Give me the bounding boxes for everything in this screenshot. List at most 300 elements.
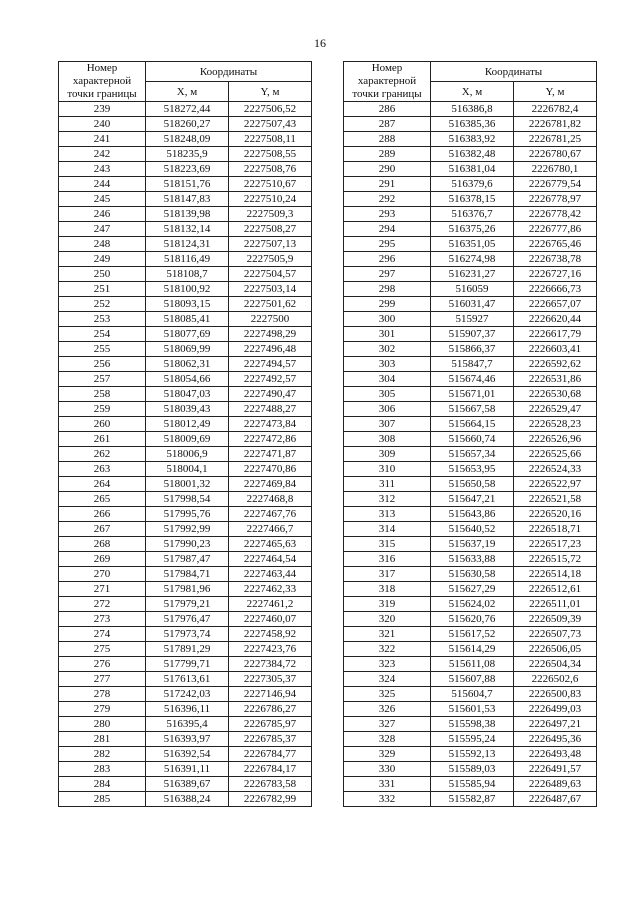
table-row: [59, 147, 312, 162]
point-number-cell: 304: [344, 372, 431, 387]
y-coordinate-cell: 2227473,84: [229, 417, 312, 432]
table-row: [59, 267, 312, 282]
y-coordinate-cell: 2226506,05: [514, 642, 597, 657]
table-row: [344, 417, 597, 432]
point-number-cell: 307: [344, 417, 431, 432]
y-coordinate-cell: 2226780,1: [514, 162, 597, 177]
x-coordinate-cell: 518139,98: [146, 207, 229, 222]
y-coordinate-cell: 2227468,8: [229, 492, 312, 507]
y-coordinate-cell: 2226530,68: [514, 387, 597, 402]
table-row: [59, 207, 312, 222]
x-coordinate-cell: 515866,37: [431, 342, 514, 357]
y-coordinate-cell: 2226784,77: [229, 747, 312, 762]
point-number-cell: 262: [59, 447, 146, 462]
point-number-cell: 293: [344, 207, 431, 222]
y-coordinate-cell: 2227466,7: [229, 522, 312, 537]
y-coordinate-cell: 2226525,66: [514, 447, 597, 462]
y-coordinate-cell: 2226531,86: [514, 372, 597, 387]
table-row: [59, 687, 312, 702]
table-row: [344, 147, 597, 162]
y-coordinate-cell: 2227496,48: [229, 342, 312, 357]
table-row: [344, 777, 597, 792]
point-number-cell: 299: [344, 297, 431, 312]
x-coordinate-cell: 515598,38: [431, 717, 514, 732]
y-coordinate-cell: 2226781,82: [514, 117, 597, 132]
y-coordinate-cell: 2227507,13: [229, 237, 312, 252]
table-row: [59, 492, 312, 507]
table-row: [59, 327, 312, 342]
x-coordinate-cell: 517242,03: [146, 687, 229, 702]
table-row: [59, 357, 312, 372]
y-coordinate-cell: 2226520,16: [514, 507, 597, 522]
x-coordinate-cell: 515592,13: [431, 747, 514, 762]
y-coordinate-cell: 2226502,6: [514, 672, 597, 687]
point-number-cell: 244: [59, 177, 146, 192]
table-row: [344, 447, 597, 462]
point-number-cell: 266: [59, 507, 146, 522]
table-row: [59, 222, 312, 237]
table-row: [344, 552, 597, 567]
x-coordinate-cell: 516059: [431, 282, 514, 297]
point-number-cell: 267: [59, 522, 146, 537]
table-row: [59, 732, 312, 747]
y-coordinate-cell: 2226782,4: [514, 102, 597, 117]
point-number-cell: 321: [344, 627, 431, 642]
table-row: [344, 687, 597, 702]
point-number-cell: 311: [344, 477, 431, 492]
point-number-cell: 327: [344, 717, 431, 732]
y-coordinate-cell: 2227505,9: [229, 252, 312, 267]
y-coordinate-cell: 2226524,33: [514, 462, 597, 477]
point-number-cell: 275: [59, 642, 146, 657]
y-coordinate-cell: 2226782,99: [229, 792, 312, 807]
table-row: [344, 387, 597, 402]
point-number-cell: 263: [59, 462, 146, 477]
x-coordinate-cell: 518093,15: [146, 297, 229, 312]
x-coordinate-cell: 516375,26: [431, 222, 514, 237]
x-coordinate-cell: 515617,52: [431, 627, 514, 642]
x-coordinate-cell: 517992,99: [146, 522, 229, 537]
table-row: [344, 567, 597, 582]
y-coordinate-cell: 2226603,41: [514, 342, 597, 357]
x-coordinate-cell: 516274,98: [431, 252, 514, 267]
header-point-number: Номер характерной точки границы: [344, 62, 431, 102]
table-row: [344, 732, 597, 747]
x-coordinate-cell: 515847,7: [431, 357, 514, 372]
point-number-cell: 332: [344, 792, 431, 807]
table-row: [59, 477, 312, 492]
x-coordinate-cell: 515614,29: [431, 642, 514, 657]
table-row: [344, 177, 597, 192]
table-row: [59, 282, 312, 297]
point-number-cell: 329: [344, 747, 431, 762]
y-coordinate-cell: 2227384,72: [229, 657, 312, 672]
point-number-cell: 317: [344, 567, 431, 582]
table-row: [344, 507, 597, 522]
y-coordinate-cell: 2226786,27: [229, 702, 312, 717]
table-row: [344, 462, 597, 477]
x-coordinate-cell: 515624,02: [431, 597, 514, 612]
point-number-cell: 322: [344, 642, 431, 657]
point-number-cell: 276: [59, 657, 146, 672]
header-point-number: Номер характерной точки границы: [59, 62, 146, 102]
table-row: [344, 297, 597, 312]
point-number-cell: 326: [344, 702, 431, 717]
table-row: [344, 432, 597, 447]
point-number-cell: 281: [59, 732, 146, 747]
x-coordinate-cell: 515643,86: [431, 507, 514, 522]
y-coordinate-cell: 2227508,76: [229, 162, 312, 177]
table-row: [59, 672, 312, 687]
x-coordinate-cell: 518069,99: [146, 342, 229, 357]
point-number-cell: 285: [59, 792, 146, 807]
table-row: [344, 312, 597, 327]
y-coordinate-cell: 2226521,58: [514, 492, 597, 507]
y-coordinate-cell: 2227500: [229, 312, 312, 327]
point-number-cell: 243: [59, 162, 146, 177]
point-number-cell: 253: [59, 312, 146, 327]
y-coordinate-cell: 2226617,79: [514, 327, 597, 342]
x-coordinate-cell: 517799,71: [146, 657, 229, 672]
y-coordinate-cell: 2226778,97: [514, 192, 597, 207]
x-coordinate-cell: 515630,58: [431, 567, 514, 582]
point-number-cell: 270: [59, 567, 146, 582]
y-coordinate-cell: 2227508,55: [229, 147, 312, 162]
y-coordinate-cell: 2227463,44: [229, 567, 312, 582]
x-coordinate-cell: 516231,27: [431, 267, 514, 282]
point-number-cell: 315: [344, 537, 431, 552]
table-row: [344, 597, 597, 612]
y-coordinate-cell: 2226495,36: [514, 732, 597, 747]
x-coordinate-cell: 518260,27: [146, 117, 229, 132]
point-number-cell: 305: [344, 387, 431, 402]
y-coordinate-cell: 2227501,62: [229, 297, 312, 312]
y-coordinate-cell: 2227508,27: [229, 222, 312, 237]
y-coordinate-cell: 2227498,29: [229, 327, 312, 342]
y-coordinate-cell: 2227510,67: [229, 177, 312, 192]
x-coordinate-cell: 516385,36: [431, 117, 514, 132]
point-number-cell: 294: [344, 222, 431, 237]
point-number-cell: 255: [59, 342, 146, 357]
y-coordinate-cell: 2226528,23: [514, 417, 597, 432]
point-number-cell: 320: [344, 612, 431, 627]
table-row: [59, 642, 312, 657]
x-coordinate-cell: 515640,52: [431, 522, 514, 537]
table-row: [344, 342, 597, 357]
point-number-cell: 248: [59, 237, 146, 252]
point-number-cell: 269: [59, 552, 146, 567]
x-coordinate-cell: 518132,14: [146, 222, 229, 237]
x-coordinate-cell: 517990,23: [146, 537, 229, 552]
point-number-cell: 247: [59, 222, 146, 237]
point-number-cell: 278: [59, 687, 146, 702]
point-number-cell: 258: [59, 387, 146, 402]
y-coordinate-cell: 2226511,01: [514, 597, 597, 612]
table-row: [59, 522, 312, 537]
x-coordinate-cell: 516379,6: [431, 177, 514, 192]
point-number-cell: 290: [344, 162, 431, 177]
header-y: Y, м: [229, 82, 312, 102]
y-coordinate-cell: 2227490,47: [229, 387, 312, 402]
y-coordinate-cell: 2226504,34: [514, 657, 597, 672]
table-row: [344, 237, 597, 252]
x-coordinate-cell: 517979,21: [146, 597, 229, 612]
point-number-cell: 250: [59, 267, 146, 282]
x-coordinate-cell: 516351,05: [431, 237, 514, 252]
point-number-cell: 309: [344, 447, 431, 462]
x-coordinate-cell: 518248,09: [146, 132, 229, 147]
y-coordinate-cell: 2226515,72: [514, 552, 597, 567]
table-row: [344, 267, 597, 282]
y-coordinate-cell: 2226487,67: [514, 792, 597, 807]
table-row: [344, 672, 597, 687]
point-number-cell: 297: [344, 267, 431, 282]
point-number-cell: 260: [59, 417, 146, 432]
table-row: [344, 537, 597, 552]
y-coordinate-cell: 2227472,86: [229, 432, 312, 447]
y-coordinate-cell: 2226507,73: [514, 627, 597, 642]
table-row: [59, 177, 312, 192]
point-number-cell: 273: [59, 612, 146, 627]
x-coordinate-cell: 518077,69: [146, 327, 229, 342]
point-number-cell: 301: [344, 327, 431, 342]
x-coordinate-cell: 515647,21: [431, 492, 514, 507]
y-coordinate-cell: 2226512,61: [514, 582, 597, 597]
table-row: [344, 657, 597, 672]
table-row: [59, 657, 312, 672]
table-row: [59, 777, 312, 792]
x-coordinate-cell: 517998,54: [146, 492, 229, 507]
table-row: [59, 552, 312, 567]
point-number-cell: 261: [59, 432, 146, 447]
y-coordinate-cell: 2226785,37: [229, 732, 312, 747]
table-body: [59, 102, 312, 807]
table-row: [59, 597, 312, 612]
y-coordinate-cell: 2226526,96: [514, 432, 597, 447]
point-number-cell: 295: [344, 237, 431, 252]
x-coordinate-cell: 515601,53: [431, 702, 514, 717]
x-coordinate-cell: 515674,46: [431, 372, 514, 387]
y-coordinate-cell: 2227423,76: [229, 642, 312, 657]
point-number-cell: 259: [59, 402, 146, 417]
y-coordinate-cell: 2226491,57: [514, 762, 597, 777]
table-row: [59, 462, 312, 477]
x-coordinate-cell: 516395,4: [146, 717, 229, 732]
table-row: [344, 582, 597, 597]
x-coordinate-cell: 516392,54: [146, 747, 229, 762]
x-coordinate-cell: 515589,03: [431, 762, 514, 777]
y-coordinate-cell: 2226517,23: [514, 537, 597, 552]
x-coordinate-cell: 516381,04: [431, 162, 514, 177]
point-number-cell: 313: [344, 507, 431, 522]
point-number-cell: 246: [59, 207, 146, 222]
y-coordinate-cell: 2226497,21: [514, 717, 597, 732]
point-number-cell: 249: [59, 252, 146, 267]
header-y: Y, м: [514, 82, 597, 102]
x-coordinate-cell: 516389,67: [146, 777, 229, 792]
point-number-cell: 286: [344, 102, 431, 117]
point-number-cell: 268: [59, 537, 146, 552]
y-coordinate-cell: 2226780,67: [514, 147, 597, 162]
y-coordinate-cell: 2227506,52: [229, 102, 312, 117]
x-coordinate-cell: 515627,29: [431, 582, 514, 597]
table-row: [59, 702, 312, 717]
x-coordinate-cell: 518004,1: [146, 462, 229, 477]
point-number-cell: 302: [344, 342, 431, 357]
x-coordinate-cell: 516378,15: [431, 192, 514, 207]
table-row: [344, 252, 597, 267]
point-number-cell: 310: [344, 462, 431, 477]
table-row: [59, 537, 312, 552]
table-row: [344, 477, 597, 492]
y-coordinate-cell: 2226777,86: [514, 222, 597, 237]
table-row: [344, 762, 597, 777]
table-row: [344, 372, 597, 387]
table-row: [344, 117, 597, 132]
y-coordinate-cell: 2226514,18: [514, 567, 597, 582]
y-coordinate-cell: 2226784,17: [229, 762, 312, 777]
table-row: [59, 747, 312, 762]
x-coordinate-cell: 518054,66: [146, 372, 229, 387]
table-row: [59, 132, 312, 147]
table-row: [344, 192, 597, 207]
point-number-cell: 251: [59, 282, 146, 297]
y-coordinate-cell: 2227458,92: [229, 627, 312, 642]
x-coordinate-cell: 515664,15: [431, 417, 514, 432]
y-coordinate-cell: 2227509,3: [229, 207, 312, 222]
y-coordinate-cell: 2226738,78: [514, 252, 597, 267]
point-number-cell: 325: [344, 687, 431, 702]
point-number-cell: 318: [344, 582, 431, 597]
x-coordinate-cell: 518223,69: [146, 162, 229, 177]
y-coordinate-cell: 2226779,54: [514, 177, 597, 192]
x-coordinate-cell: 515585,94: [431, 777, 514, 792]
x-coordinate-cell: 517973,74: [146, 627, 229, 642]
y-coordinate-cell: 2226785,97: [229, 717, 312, 732]
table-row: [59, 432, 312, 447]
table-row: [344, 627, 597, 642]
table-row: [344, 612, 597, 627]
coordinates-table-right: [343, 61, 597, 807]
point-number-cell: 283: [59, 762, 146, 777]
x-coordinate-cell: 518116,49: [146, 252, 229, 267]
x-coordinate-cell: 516391,11: [146, 762, 229, 777]
point-number-cell: 242: [59, 147, 146, 162]
table-row: [59, 507, 312, 522]
x-coordinate-cell: 516031,47: [431, 297, 514, 312]
x-coordinate-cell: 516388,24: [146, 792, 229, 807]
table-row: [344, 702, 597, 717]
x-coordinate-cell: 518100,92: [146, 282, 229, 297]
table-row: [344, 717, 597, 732]
table-row: [59, 612, 312, 627]
y-coordinate-cell: 2227507,43: [229, 117, 312, 132]
table-row: [59, 342, 312, 357]
x-coordinate-cell: 515620,76: [431, 612, 514, 627]
point-number-cell: 274: [59, 627, 146, 642]
table-row: [59, 582, 312, 597]
y-coordinate-cell: 2226500,83: [514, 687, 597, 702]
y-coordinate-cell: 2227504,57: [229, 267, 312, 282]
x-coordinate-cell: 518108,7: [146, 267, 229, 282]
point-number-cell: 257: [59, 372, 146, 387]
point-number-cell: 241: [59, 132, 146, 147]
y-coordinate-cell: 2227465,63: [229, 537, 312, 552]
point-number-cell: 298: [344, 282, 431, 297]
y-coordinate-cell: 2226489,63: [514, 777, 597, 792]
x-coordinate-cell: 515653,95: [431, 462, 514, 477]
y-coordinate-cell: 2226666,73: [514, 282, 597, 297]
x-coordinate-cell: 518085,41: [146, 312, 229, 327]
table-row: [59, 252, 312, 267]
y-coordinate-cell: 2226657,07: [514, 297, 597, 312]
x-coordinate-cell: 515907,37: [431, 327, 514, 342]
point-number-cell: 319: [344, 597, 431, 612]
point-number-cell: 300: [344, 312, 431, 327]
x-coordinate-cell: 515633,88: [431, 552, 514, 567]
y-coordinate-cell: 2227488,27: [229, 402, 312, 417]
table-row: [344, 522, 597, 537]
y-coordinate-cell: 2227492,57: [229, 372, 312, 387]
table-row: [344, 222, 597, 237]
x-coordinate-cell: 518272,44: [146, 102, 229, 117]
table-row: [344, 102, 597, 117]
point-number-cell: 282: [59, 747, 146, 762]
table-row: [344, 282, 597, 297]
x-coordinate-cell: 518006,9: [146, 447, 229, 462]
point-number-cell: 254: [59, 327, 146, 342]
x-coordinate-cell: 517976,47: [146, 612, 229, 627]
point-number-cell: 277: [59, 672, 146, 687]
x-coordinate-cell: 517984,71: [146, 567, 229, 582]
x-coordinate-cell: 515604,7: [431, 687, 514, 702]
point-number-cell: 288: [344, 132, 431, 147]
point-number-cell: 296: [344, 252, 431, 267]
table-row: [59, 402, 312, 417]
y-coordinate-cell: 2227469,84: [229, 477, 312, 492]
x-coordinate-cell: 517987,47: [146, 552, 229, 567]
x-coordinate-cell: 518147,83: [146, 192, 229, 207]
y-coordinate-cell: 2226529,47: [514, 402, 597, 417]
y-coordinate-cell: 2226783,58: [229, 777, 312, 792]
table-row: [59, 627, 312, 642]
page-number: 16: [314, 36, 326, 50]
table-row: [59, 237, 312, 252]
x-coordinate-cell: 518039,43: [146, 402, 229, 417]
point-number-cell: 328: [344, 732, 431, 747]
x-coordinate-cell: 518009,69: [146, 432, 229, 447]
point-number-cell: 331: [344, 777, 431, 792]
point-number-cell: 312: [344, 492, 431, 507]
x-coordinate-cell: 515595,24: [431, 732, 514, 747]
x-coordinate-cell: 517995,76: [146, 507, 229, 522]
x-coordinate-cell: 515582,87: [431, 792, 514, 807]
header-coordinates: Координаты: [431, 62, 597, 82]
y-coordinate-cell: 2226592,62: [514, 357, 597, 372]
y-coordinate-cell: 2227146,94: [229, 687, 312, 702]
y-coordinate-cell: 2226778,42: [514, 207, 597, 222]
point-number-cell: 289: [344, 147, 431, 162]
y-coordinate-cell: 2227460,07: [229, 612, 312, 627]
table-row: [59, 102, 312, 117]
coordinates-table-left: [58, 61, 312, 807]
y-coordinate-cell: 2227461,2: [229, 597, 312, 612]
point-number-cell: 252: [59, 297, 146, 312]
y-coordinate-cell: 2226765,46: [514, 237, 597, 252]
x-coordinate-cell: 518001,32: [146, 477, 229, 492]
y-coordinate-cell: 2226499,03: [514, 702, 597, 717]
table-row: [59, 387, 312, 402]
